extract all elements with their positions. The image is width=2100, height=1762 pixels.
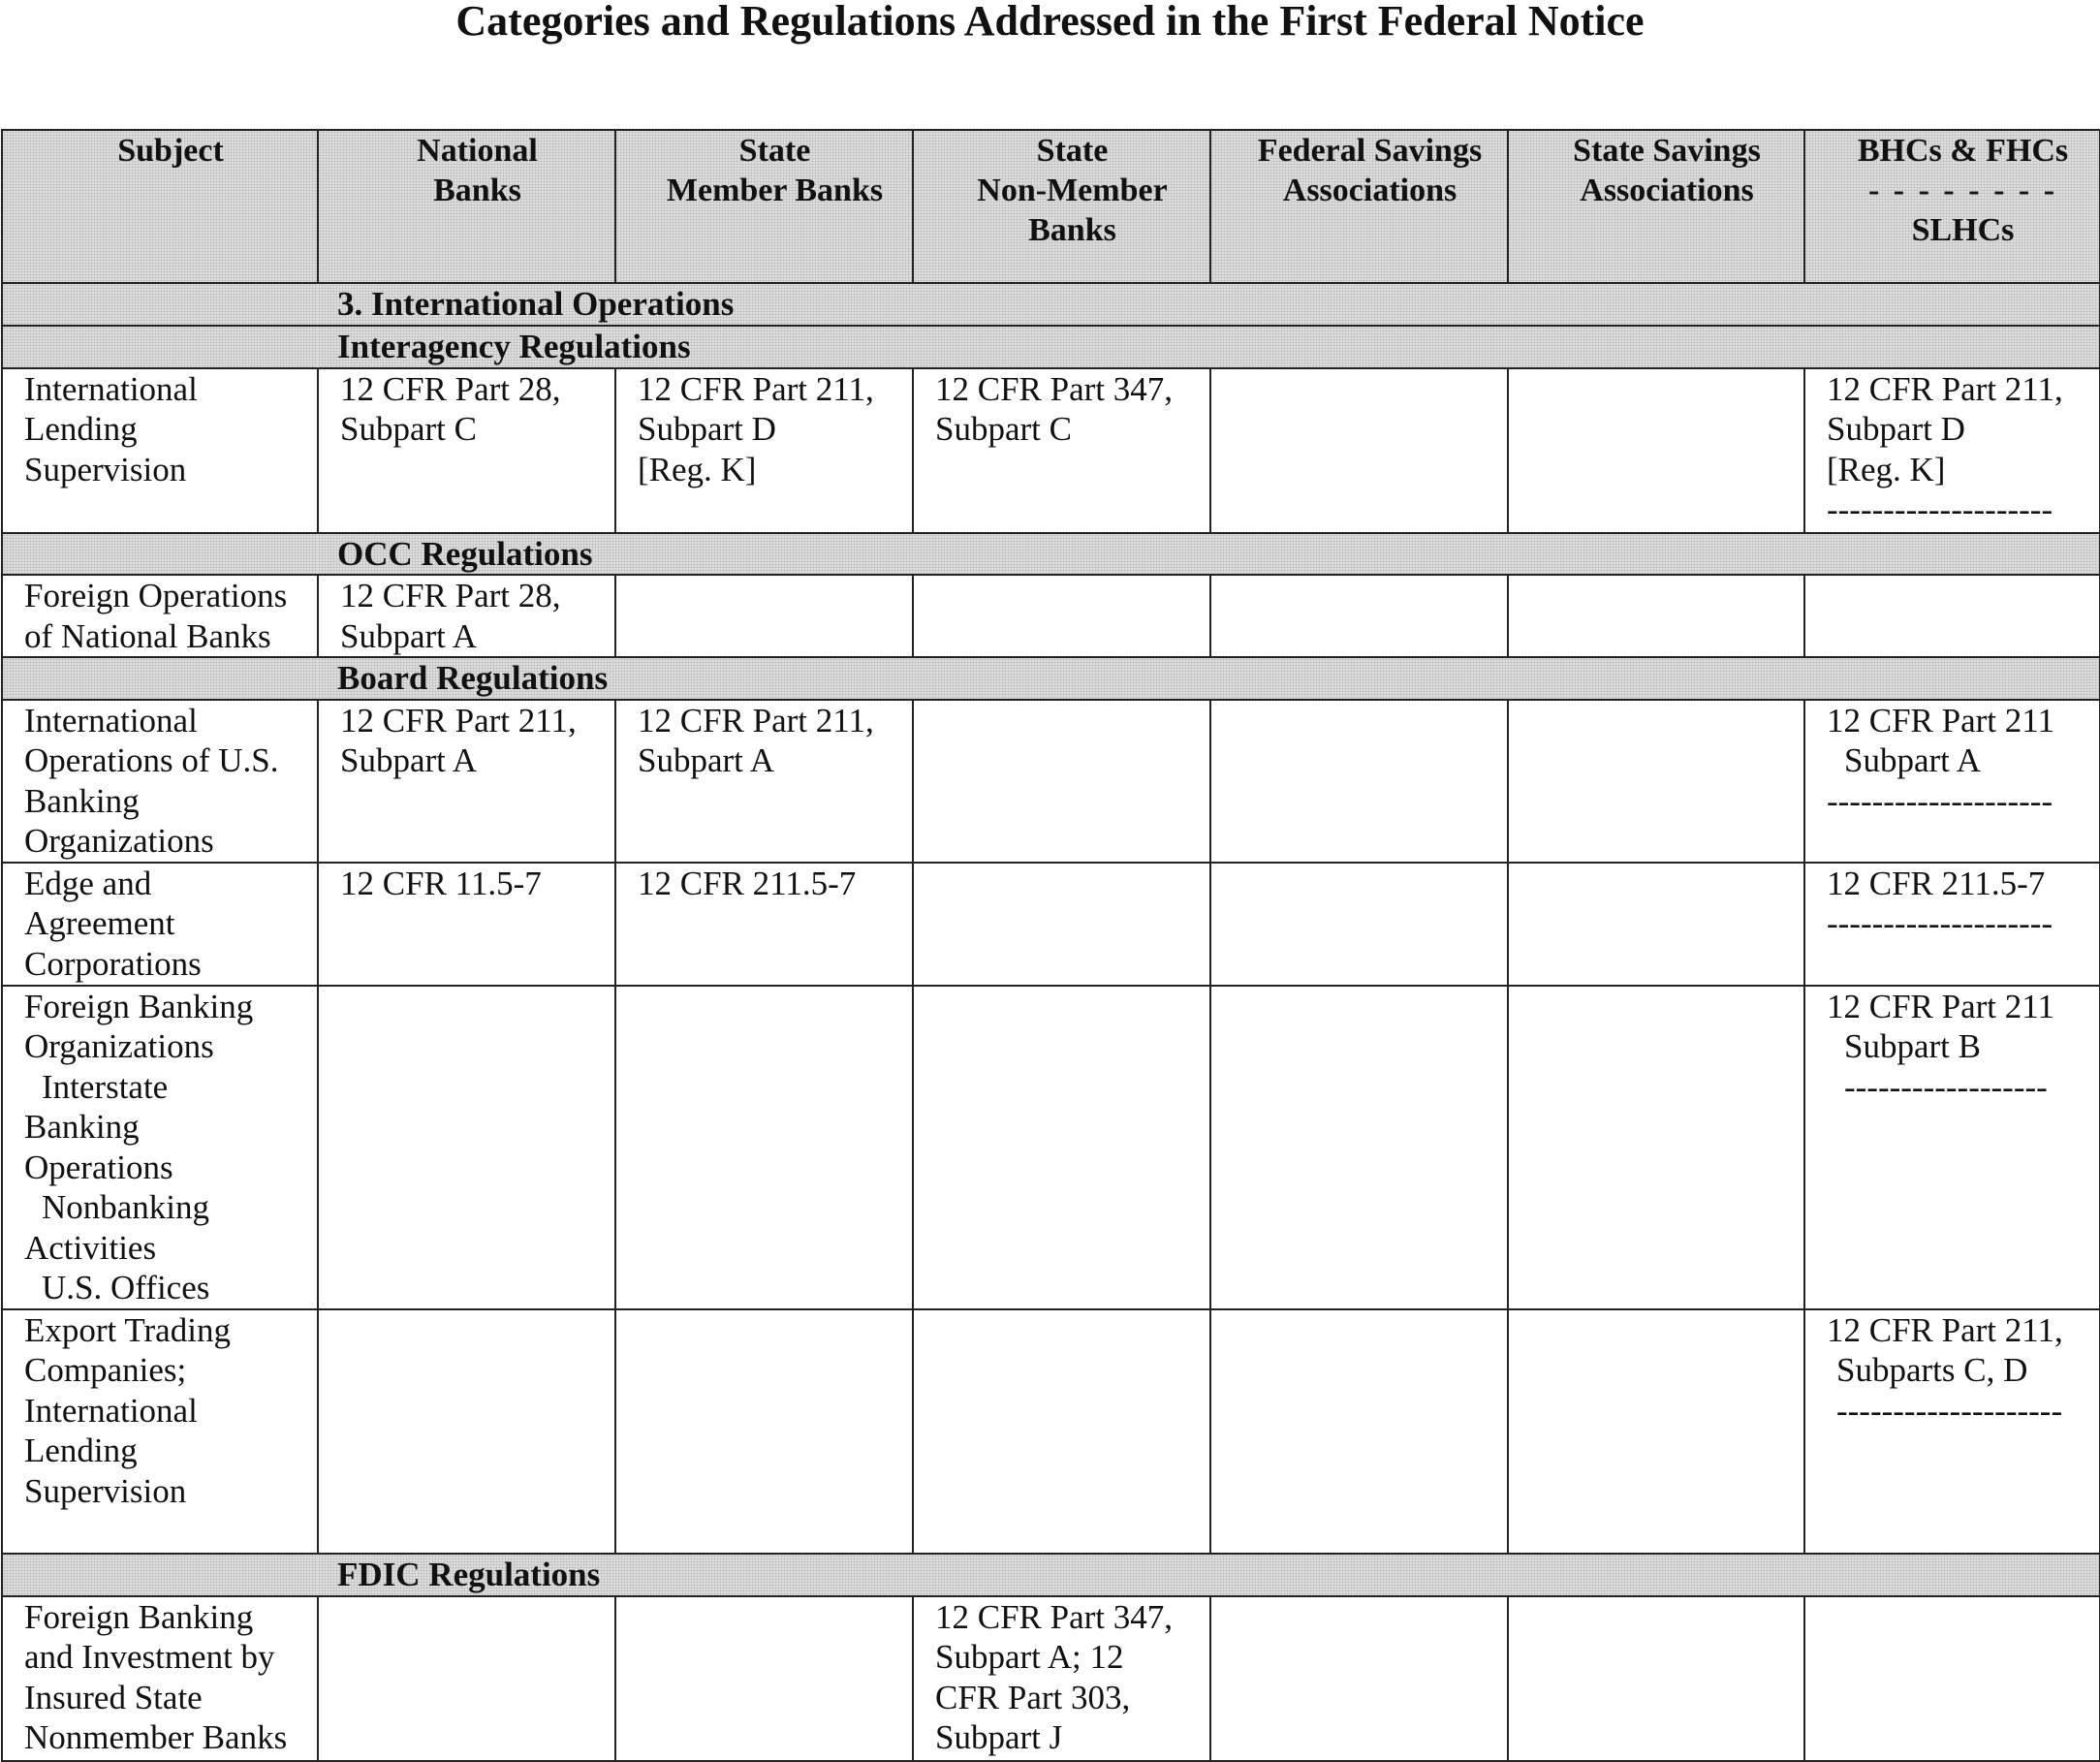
table-row	[2, 1596, 2100, 1761]
subject-cell: Export Trading Companies; International Lending Supervision	[2, 1309, 318, 1554]
bhc-cell	[1804, 986, 2100, 1309]
bhc-cell	[1804, 575, 2100, 657]
section-fdic	[2, 1554, 2100, 1596]
subject-cell: International Operations of U.S. Banking Organizations	[2, 700, 318, 863]
section-title: 3. International Operations	[318, 283, 2100, 326]
bhc-cell	[1804, 1596, 2100, 1761]
state-savings-cell	[1508, 986, 1804, 1309]
subject-cell	[2, 986, 318, 1309]
header-bhcs-slhcs	[1804, 130, 2100, 283]
header-national-banks: National Banks	[318, 130, 615, 283]
subject-cell: Edge and Agreement Corporations	[2, 863, 318, 986]
state-savings-cell	[1508, 863, 1804, 986]
table-row	[2, 575, 2100, 657]
bhc-cell	[1804, 368, 2100, 533]
header-bhcs-fhcs: BHCs & FHCs	[1857, 133, 2069, 169]
state-savings-cell	[1508, 700, 1804, 863]
state-member-cell: 12 CFR 211.5-7	[615, 863, 913, 986]
table-row	[2, 1309, 2100, 1554]
bhc-subpart: Subpart A	[1844, 741, 1981, 779]
subject-subitem: Nonbanking	[42, 1188, 210, 1226]
regulations-table	[1, 129, 2100, 1762]
state-nonmember-cell: 12 CFR Part 347, Subpart A; 12 CFR Part 303, Subpart J	[913, 1596, 1210, 1761]
national-banks-cell: 12 CFR Part 211, Subpart A	[318, 700, 615, 863]
state-nonmember-cell	[913, 575, 1210, 657]
bhc-citation: 12 CFR 211.5-7	[1827, 864, 2046, 902]
state-nonmember-cell	[913, 986, 1210, 1309]
bhc-separator: ------------------	[1844, 1067, 2048, 1106]
section-title: Board Regulations	[318, 657, 2100, 700]
section-title: FDIC Regulations	[318, 1554, 2100, 1596]
federal-savings-cell	[1210, 575, 1508, 657]
bhc-citation: 12 CFR Part 211	[1827, 701, 2054, 739]
section-title: OCC Regulations	[318, 533, 2100, 576]
state-member-cell	[615, 1596, 913, 1761]
bhc-cell	[1804, 863, 2100, 986]
header-state-savings: State Savings Associations	[1508, 130, 1804, 283]
subject-cell: Foreign Banking and Investment by Insured State Nonmember Banks	[2, 1596, 318, 1761]
bhc-cell	[1804, 1309, 2100, 1554]
table-row	[2, 700, 2100, 863]
federal-savings-cell	[1210, 368, 1508, 533]
state-savings-cell	[1508, 575, 1804, 657]
section-occ	[2, 533, 2100, 576]
state-member-cell	[615, 575, 913, 657]
federal-savings-cell	[1210, 700, 1508, 863]
state-nonmember-cell: 12 CFR Part 347, Subpart C	[913, 368, 1210, 533]
state-member-cell	[615, 986, 913, 1309]
subject-cell: Foreign Operations of National Banks	[2, 575, 318, 657]
state-savings-cell	[1508, 368, 1804, 533]
state-savings-cell	[1508, 1309, 1804, 1554]
federal-savings-cell	[1210, 1596, 1508, 1761]
header-state-member-banks: State Member Banks	[615, 130, 913, 283]
state-nonmember-cell	[913, 863, 1210, 986]
bhc-citation: 12 CFR Part 211	[1827, 987, 2054, 1025]
table-row	[2, 986, 2100, 1309]
national-banks-cell	[318, 986, 615, 1309]
header-subject: Subject	[2, 130, 318, 283]
bhc-citation: 12 CFR Part 211, Subpart D [Reg. K]	[1827, 369, 2063, 488]
state-nonmember-cell	[913, 700, 1210, 863]
state-nonmember-cell	[913, 1309, 1210, 1554]
section-international-operations	[2, 283, 2100, 326]
header-row	[2, 130, 2100, 283]
national-banks-cell	[318, 1309, 615, 1554]
national-banks-cell: 12 CFR Part 28, Subpart A	[318, 575, 615, 657]
bhc-separator: --------------------	[1827, 490, 2053, 528]
subject-subitem: Interstate	[42, 1067, 169, 1106]
section-board	[2, 657, 2100, 700]
state-member-cell: 12 CFR Part 211, Subpart D [Reg. K]	[615, 368, 913, 533]
state-savings-cell	[1508, 1596, 1804, 1761]
table-row	[2, 863, 2100, 986]
subject-cell: International Lending Supervision	[2, 368, 318, 533]
state-member-cell	[615, 1309, 913, 1554]
national-banks-cell: 12 CFR Part 28, Subpart C	[318, 368, 615, 533]
bhc-cell	[1804, 700, 2100, 863]
federal-savings-cell	[1210, 1309, 1508, 1554]
federal-savings-cell	[1210, 986, 1508, 1309]
national-banks-cell: 12 CFR 11.5-7	[318, 863, 615, 986]
bhc-citation: 12 CFR Part 211,	[1827, 1310, 2063, 1349]
header-federal-savings: Federal Savings Associations	[1210, 130, 1508, 283]
federal-savings-cell	[1210, 863, 1508, 986]
bhc-separator: --------------------	[1836, 1391, 2063, 1430]
state-member-cell: 12 CFR Part 211, Subpart A	[615, 700, 913, 863]
bhc-subpart: Subpart B	[1844, 1027, 1981, 1065]
header-separator: - - - - - - - -	[1867, 173, 2058, 208]
bhc-subpart: Subparts C, D	[1836, 1351, 2028, 1389]
bhc-separator: --------------------	[1827, 904, 2053, 942]
section-title: Interagency Regulations	[318, 326, 2100, 368]
subject-text: Activities	[24, 1228, 157, 1267]
header-slhcs: SLHCs	[1911, 212, 2015, 248]
subject-text: Foreign Banking Organizations	[24, 987, 254, 1065]
table-row	[2, 368, 2100, 533]
section-interagency	[2, 326, 2100, 368]
page-title: Categories and Regulations Addressed in the First Federal Notice	[455, 0, 1645, 45]
subject-subitem: U.S. Offices	[42, 1269, 210, 1306]
subject-text: Banking Operations	[24, 1108, 173, 1186]
header-state-nonmember-banks: State Non-Member Banks	[913, 130, 1210, 283]
bhc-separator: --------------------	[1827, 781, 2053, 820]
national-banks-cell	[318, 1596, 615, 1761]
